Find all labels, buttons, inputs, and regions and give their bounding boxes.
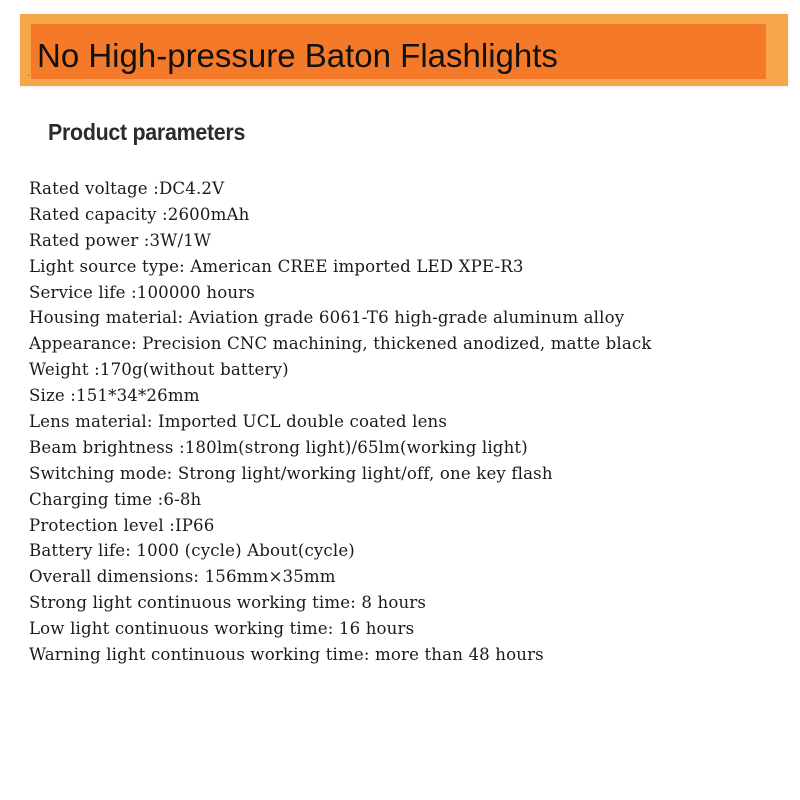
- parameter-item: Warning light continuous working time: more than 48 hours: [29, 645, 544, 665]
- parameter-item: Light source type: American CREE imported LED XPE-R3: [29, 256, 524, 276]
- parameter-item: Size :151*34*26mm: [29, 386, 200, 406]
- parameter-item: Overall dimensions: 156mm×35mm: [29, 567, 336, 587]
- parameter-item: Rated power :3W/1W: [29, 230, 212, 250]
- parameter-item: Appearance: Precision CNC machining, thickened anodized, matte black: [29, 334, 652, 354]
- title-banner: [20, 14, 788, 86]
- parameter-item: Strong light continuous working time: 8 hours: [29, 593, 427, 613]
- parameter-item: Weight :170g(without battery): [29, 360, 289, 380]
- parameter-item: Battery life: 1000 (cycle) About(cycle): [29, 541, 355, 561]
- parameter-item: Rated capacity :2600mAh: [29, 204, 250, 224]
- parameter-item: Charging time :6-8h: [29, 489, 202, 509]
- parameter-item: Beam brightness :180lm(strong light)/65lm(working light): [29, 437, 528, 457]
- parameter-item: Protection level :IP66: [29, 515, 215, 535]
- parameter-item: Service life :100000 hours: [29, 282, 255, 302]
- parameter-list: [29, 176, 652, 668]
- parameter-item: Switching mode: Strong light/working light/off, one key flash: [29, 463, 553, 483]
- parameter-item: Rated voltage :DC4.2V: [29, 179, 225, 198]
- page-title: No High-pressure Baton Flashlights: [37, 37, 558, 74]
- parameter-item: Low light continuous working time: 16 hours: [29, 619, 415, 639]
- banner-dot: .: [27, 69, 30, 79]
- section-heading: Product parameters: [48, 119, 246, 145]
- parameter-item: Lens material: Imported UCL double coated lens: [29, 412, 448, 432]
- parameter-item: Housing material: Aviation grade 6061-T6 high-grade aluminum alloy: [29, 308, 625, 328]
